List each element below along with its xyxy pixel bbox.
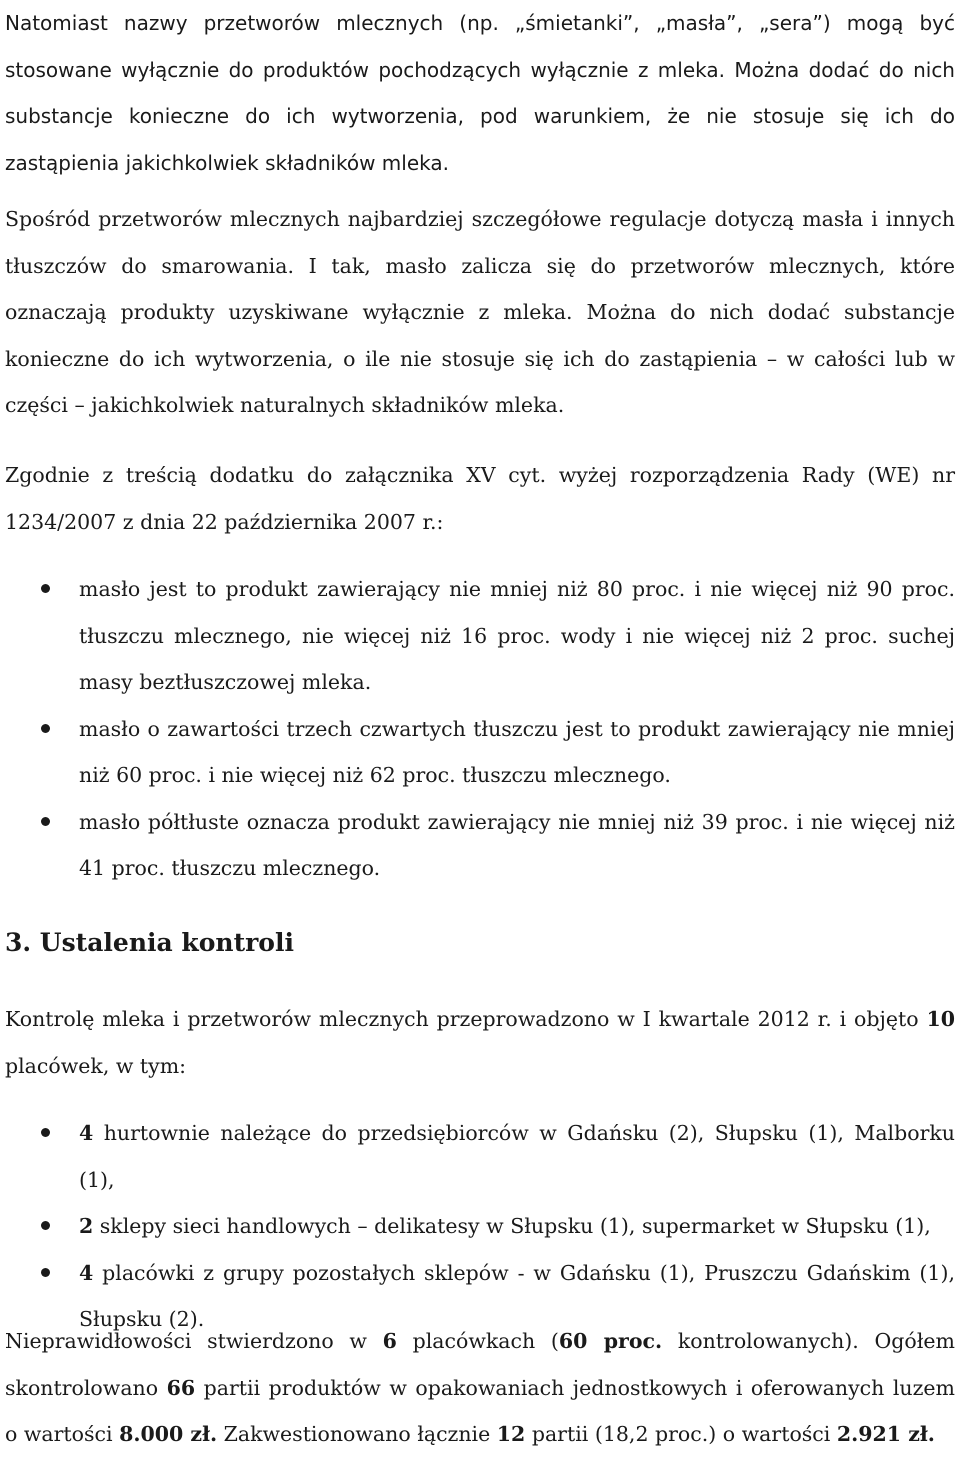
bold-value: 66 [166, 1375, 196, 1400]
section-heading: 3. Ustalenia kontroli [5, 928, 294, 957]
bold-value: 2.921 zł. [836, 1422, 935, 1446]
list-item [5, 566, 955, 706]
text-span: partii (18,2 proc.) o wartości [525, 1422, 837, 1446]
list-item [5, 799, 955, 892]
paragraph-findings-summary [5, 1318, 955, 1458]
bold-value: 6 [382, 1329, 397, 1353]
list-item [5, 1203, 955, 1250]
facility-count: 4 [79, 1121, 94, 1145]
paragraph-inspection-scope [5, 996, 955, 1089]
paragraph-butter-regulations: Spośród przetworów mlecznych najbardziej szczegółowe regulacje dotyczą masła i innych tłuszczów do smarowania. I tak, masło zalicza się do przetworów mlecznych, które oznaczają produkty uzyskiwane wyłącznie z mleka. Można do nich dodać substancje konieczne do ich wytworzenia, o ile nie stosuje się ich do zastąpienia – w całości lub w części – jakichkolwiek naturalnych składników mleka. [5, 207, 955, 417]
facility-count: 10 [926, 1007, 955, 1031]
bullet-icon [41, 584, 50, 593]
bullet-icon [41, 1221, 50, 1230]
bullet-icon [41, 1268, 50, 1277]
text-span: partii produktów w opakowaniach jednostkowych i oferowanych luzem o wartości [5, 1375, 955, 1446]
list-item-text: hurtownie należące do przedsiębiorców w Gdańsku (2), Słupsku (1), Malborku (1), [79, 1121, 955, 1192]
bullet-icon [41, 817, 50, 826]
butter-definitions-list [5, 566, 955, 892]
text-span: placówek, w tym: [5, 1053, 187, 1078]
list-item-text: placówki z grupy pozostałych sklepów - w Gdańsku (1), Pruszczu Gdańskim (1), Słupsku (2). [79, 1260, 955, 1331]
list-item-text: masło jest to produkt zawierający nie mniej niż 80 proc. i nie więcej niż 90 proc. tłuszczu mlecznego, nie więcej niż 16 proc. wody i nie więcej niż 2 proc. suchej masy beztłuszczowej mleka. [79, 577, 955, 694]
list-item-text: masło o zawartości trzech czwartych tłuszczu jest to produkt zawierający nie mniej niż 60 proc. i nie więcej niż 62 proc. tłuszczu mlecznego. [79, 716, 955, 787]
text-span: kontrolowanych). Ogółem skontrolowano [5, 1329, 955, 1400]
text-span: Nieprawidłowości stwierdzono w [5, 1329, 383, 1353]
list-item-text: masło półtłuste oznacza produkt zawierający nie mniej niż 39 proc. i nie więcej niż 41 proc. tłuszczu mlecznego. [79, 809, 955, 880]
text-span: Zakwestionowano łącznie [217, 1422, 497, 1446]
facilities-list [5, 1110, 955, 1343]
text-span: placówkach ( [396, 1329, 559, 1353]
facility-count: 4 [79, 1260, 94, 1285]
list-item [5, 706, 955, 799]
list-item [5, 1110, 955, 1203]
paragraph-dairy-names: Natomiast nazwy przetworów mlecznych (np. „śmietanki”, „masła”, „sera”) mogą być stosowane wyłącznie do produktów pochodzących wyłącznie z mleka. Można dodać do nich substancje konieczne do ich wytworzenia, pod warunkiem, że nie stosuje się ich do zastąpienia jakichkolwiek składników mleka. [5, 11, 955, 175]
bold-value: 60 proc. [558, 1329, 663, 1353]
list-item-text: sklepy sieci handlowych – delikatesy w Słupsku (1), supermarket w Słupsku (1), [93, 1214, 931, 1238]
facility-count: 2 [79, 1214, 94, 1238]
text-span: Kontrolę mleka i przetworów mlecznych przeprowadzono w I kwartale 2012 r. i objęto [5, 1007, 927, 1031]
bullet-icon [41, 1128, 50, 1137]
bold-value: 8.000 zł. [119, 1422, 218, 1446]
bullet-icon [41, 724, 50, 733]
bold-value: 12 [496, 1422, 526, 1446]
paragraph-regulation-reference: Zgodnie z treścią dodatku do załącznika XV cyt. wyżej rozporządzenia Rady (WE) nr 1234/2007 z dnia 22 października 2007 r.: [5, 463, 955, 534]
